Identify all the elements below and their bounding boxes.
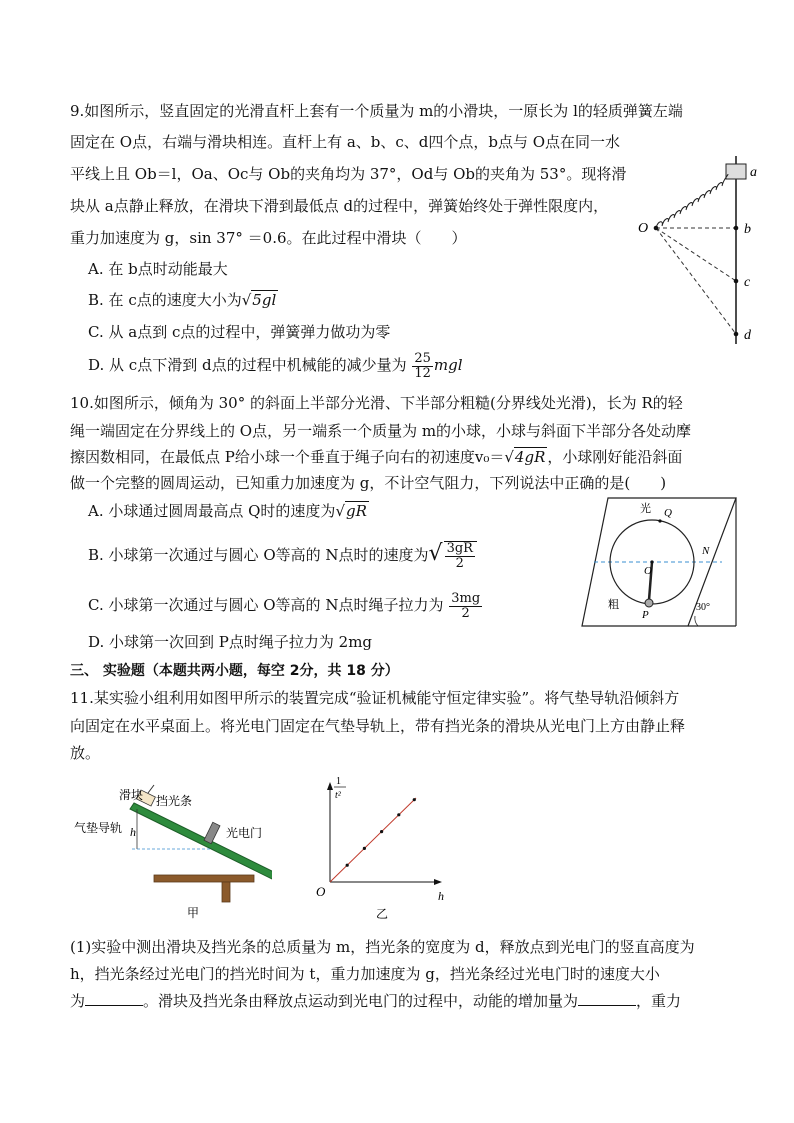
- fraction-denominator: 2: [455, 556, 464, 571]
- data-point: [397, 813, 400, 816]
- q10-option-c-fraction: [449, 592, 482, 621]
- point-o: [650, 560, 653, 563]
- fraction-numerator: 25: [414, 350, 431, 366]
- point-d: [734, 332, 739, 337]
- table-top: [154, 875, 254, 882]
- air-track: [130, 803, 272, 879]
- caption-yi: 乙: [376, 907, 389, 921]
- q9-option-d-unit: mgl: [433, 356, 463, 374]
- ball: [645, 599, 653, 607]
- strip-pointer: [148, 785, 154, 793]
- label-rail: 气垫导轨: [74, 821, 123, 835]
- q11-part1-line-3: [70, 991, 681, 1011]
- label-h: h: [130, 825, 136, 839]
- label-b: b: [744, 222, 751, 237]
- caption-jia: 甲: [187, 906, 200, 920]
- photogate: [204, 822, 220, 843]
- q10-incline-figure: [580, 492, 740, 632]
- label-q: Q: [664, 507, 672, 519]
- od-dashed-line: [656, 228, 736, 334]
- q11-part1-line-2: h，挡光条经过光电门的挡光时间为 t，重力加速度为 g，挡光条经过光电门时的速度大小: [70, 965, 660, 983]
- x-axis-arrow: [434, 879, 442, 885]
- q10-option-b-text: B. 小球第一次通过与圆心 O等高的 N点时的速度为: [88, 546, 429, 564]
- label-slider: 滑块: [119, 788, 144, 802]
- q11-line-3-text-a: 为: [70, 992, 86, 1010]
- section-3-heading: 三、 实验题（本题共两小题，每空 2分，共 18 分）: [70, 663, 399, 679]
- q10-line-3-tail: ，小球刚好能沿斜面: [547, 448, 683, 466]
- q10-line-3: 擦因数相同，在最低点 P给小球一个垂直于绳子向右的初速度v₀＝√4gR ，小球刚好能沿斜面: [70, 448, 683, 466]
- point-q: [658, 519, 661, 522]
- q9-line-4: 块从 a点静止释放，在滑块下滑到最低点 d的过程中，弹簧始终处于弹性限度内，: [70, 197, 609, 215]
- answer-blank-kinetic-energy[interactable]: [578, 991, 636, 1006]
- label-angle: 30°: [696, 602, 710, 613]
- q10-option-a: A. 小球通过圆周最高点 Q时的速度为√gR: [88, 502, 367, 520]
- answer-blank-velocity[interactable]: [85, 991, 143, 1006]
- label-d: d: [744, 328, 751, 343]
- q10-line-1: 10.如图所示，倾角为 30° 的斜面上半部分光滑、下半部分粗糙(分界线处光滑)，长为 R的轻: [70, 394, 683, 412]
- label-cu: 粗: [608, 599, 619, 611]
- q10-v0-radicand: 4gR: [514, 448, 546, 466]
- q10-line-3-text: 擦因数相同，在最低点 P给小球一个垂直于绳子向右的初速度v₀＝: [70, 448, 505, 466]
- oc-dashed-line: [656, 228, 736, 281]
- data-point: [363, 847, 366, 850]
- q9-option-d-text: D. 从 c点下滑到 d点的过程中机械能的减少量为: [88, 356, 407, 374]
- q9-option-d: [88, 348, 463, 382]
- q10-line-4: 做一个完整的圆周运动，已知重力加速度为 g，不计空气阻力，下列说法中正确的是( ): [70, 474, 667, 492]
- angle-arc: [695, 616, 698, 626]
- label-n: N: [702, 545, 710, 557]
- q11-part1-line-1: (1)实验中测出滑块及挡光条的总质量为 m，挡光条的宽度为 d，释放点到光电门的竖直高度为: [70, 938, 695, 956]
- label-strip: 挡光条: [156, 794, 193, 808]
- point-b: [734, 226, 739, 231]
- q11-line-3: 放。: [70, 744, 101, 762]
- fraction-denominator: 12: [414, 365, 431, 381]
- table-leg: [222, 882, 230, 902]
- q11-graph-figure: [312, 772, 452, 927]
- q10-option-a-text: A. 小球通过圆周最高点 Q时的速度为: [88, 502, 336, 520]
- label-o: O: [638, 221, 649, 236]
- q9-option-d-fraction: [412, 352, 433, 381]
- data-point: [380, 830, 383, 833]
- q9-line-5: 重力加速度为 g，sin 37° ＝0.6。在此过程中滑块（ ）: [70, 229, 467, 247]
- q10-line-2: 绳一端固定在分界线上的 O点，另一端系一个质量为 m的小球，小球与斜面下半部分各处动摩: [70, 422, 692, 440]
- q9-option-c: C. 从 a点到 c点的过程中，弹簧弹力做功为零: [88, 323, 391, 341]
- q11-apparatus-figure: [72, 775, 272, 925]
- slider-block: [726, 164, 746, 179]
- y-axis-arrow: [327, 782, 333, 790]
- q9-spring-rod-figure: [636, 150, 766, 350]
- q11-line-2: 向固定在水平桌面上。将光电门固定在气垫导轨上，带有挡光条的滑块从光电门上方由静止释: [70, 717, 686, 735]
- fraction-denominator: 2: [461, 605, 470, 621]
- fraction-numerator: 3gR: [446, 541, 473, 556]
- q11-line-3-text-b: 。滑块及挡光条由释放点运动到光电门的过程中，动能的增加量为: [143, 992, 579, 1010]
- q11-line-1: 11.某实验小组利用如图甲所示的装置完成“验证机械能守恒定律实验”。将气垫导轨沿倾斜方: [70, 689, 680, 707]
- q9-line-1: 9.如图所示，竖直固定的光滑直杆上套有一个质量为 m的小滑块，一原长为 l的轻质弹簧左端: [70, 102, 683, 120]
- spring-coil: [656, 174, 728, 228]
- origin-label: O: [316, 884, 326, 899]
- q9-option-b: B. 在 c点的速度大小为√5gl: [88, 291, 277, 309]
- y-label-denominator: t²: [335, 790, 341, 801]
- point-c: [734, 279, 739, 284]
- data-point: [346, 864, 349, 867]
- label-o: O: [644, 565, 652, 577]
- q10-option-c-text: C. 小球第一次通过与圆心 O等高的 N点时绳子拉力为: [88, 596, 444, 614]
- q10-option-d: D. 小球第一次回到 P点时绳子拉力为 2mg: [88, 633, 373, 651]
- q10-option-b-fraction: [444, 541, 477, 571]
- point-o: [654, 226, 659, 231]
- q10-option-c: [88, 588, 483, 622]
- label-guang: 光: [640, 503, 651, 515]
- q9-line-2: 固定在 O点，右端与滑块相连。直杆上有 a、b、c、d四个点，b点与 O点在同一水: [70, 133, 621, 151]
- fraction-numerator: 3mg: [451, 590, 481, 606]
- q10-option-a-radicand: gR: [346, 502, 367, 520]
- label-p: P: [642, 609, 649, 621]
- label-a: a: [750, 165, 757, 180]
- label-c: c: [744, 275, 751, 290]
- label-gate: 光电门: [226, 826, 263, 840]
- q11-line-3-text-c: ，重力: [636, 992, 682, 1010]
- q9-line-3: 平线上且 Ob＝l，Oa、Oc与 Ob的夹角均为 37°，Od与 Ob的夹角为 53°。现将滑: [70, 165, 627, 183]
- fit-line: [330, 798, 416, 882]
- q9-option-b-radicand: 5gl: [252, 291, 277, 309]
- q9-option-a: A. 在 b点时动能最大: [88, 260, 228, 278]
- x-label: h: [438, 889, 444, 903]
- data-point: [413, 798, 416, 801]
- q9-option-b-text: B. 在 c点的速度大小为: [88, 291, 242, 309]
- y-label-numerator: 1: [336, 776, 341, 787]
- q10-option-b: B. 小球第一次通过与圆心 O等高的 N点时的速度为√ $\frac{3gR}{2}$: [88, 536, 478, 573]
